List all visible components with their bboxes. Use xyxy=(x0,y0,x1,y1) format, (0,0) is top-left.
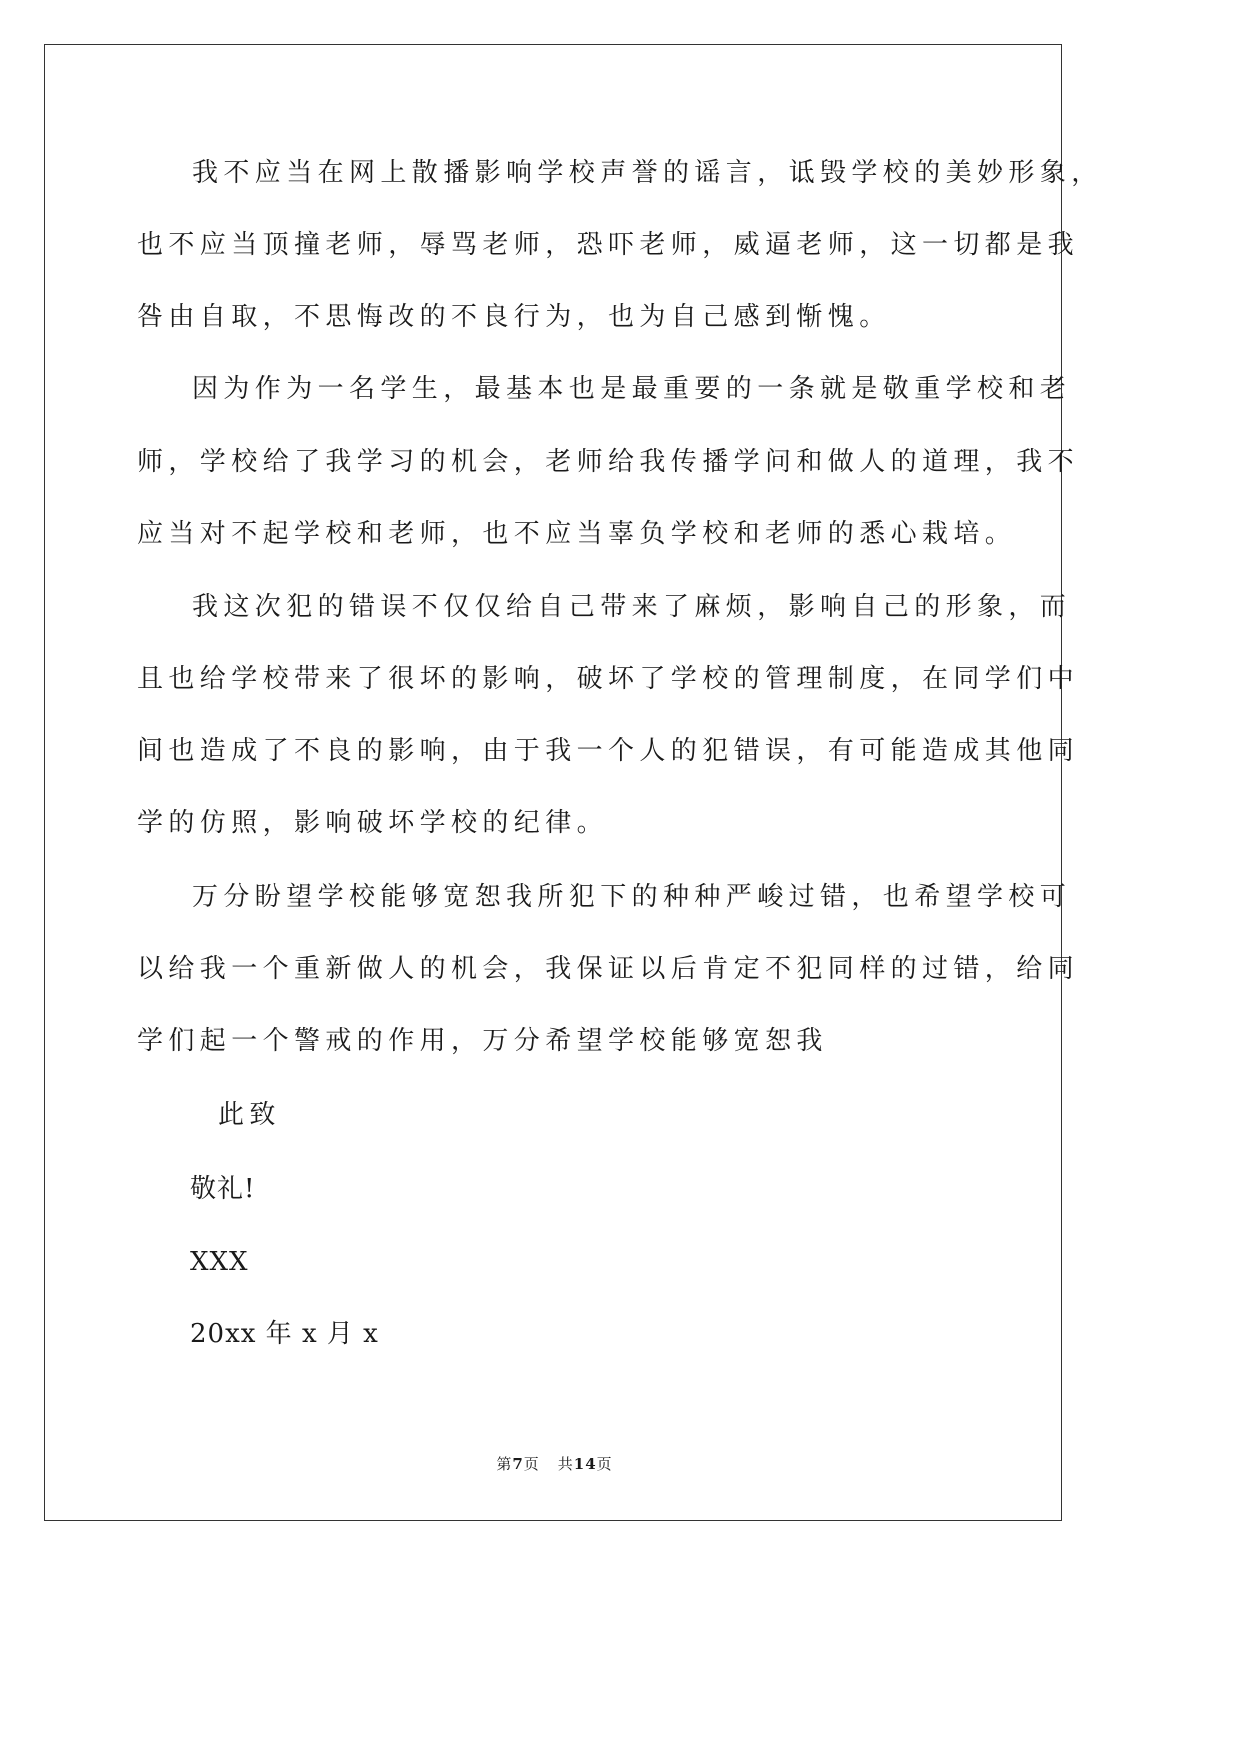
paragraph-3-line-4: 学的仿照，影响破坏学校的纪律。 xyxy=(137,808,609,838)
paragraph-3-line-1: 我这次犯的错误不仅仅给自己带来了麻烦，影响自己的形象，而 xyxy=(192,592,1072,622)
signature-text: XXX xyxy=(190,1247,249,1277)
salute-text: 敬礼! xyxy=(190,1174,256,1204)
page-total xyxy=(558,1455,613,1473)
page-total-number: 14 xyxy=(573,1455,597,1473)
page-number xyxy=(496,1455,539,1473)
page-suffix: 页 xyxy=(523,1455,540,1473)
paragraph-2-line-3: 应当对不起学校和老师，也不应当辜负学校和老师的悉心栽培。 xyxy=(137,519,1017,549)
page-current: 7 xyxy=(512,1455,524,1473)
paragraph-4-line-2: 以给我一个重新做人的机会，我保证以后肯定不犯同样的过错，给同 xyxy=(137,954,1080,984)
paragraph-1-line-3: 咎由自取，不思悔改的不良行为，也为自己感到惭愧。 xyxy=(137,302,891,332)
page-prefix: 第 xyxy=(496,1455,513,1473)
page-footer xyxy=(0,1455,1109,1473)
total-prefix: 共 xyxy=(557,1455,574,1473)
paragraph-1-line-2: 也不应当顶撞老师，辱骂老师，恐吓老师，威逼老师，这一切都是我 xyxy=(137,230,1080,260)
paragraph-1-line-1: 我不应当在网上散播影响学校声誉的谣言，诋毁学校的美妙形象， xyxy=(192,158,1103,188)
date-text: 20xx 年 x 月 x xyxy=(190,1319,379,1349)
paragraph-4-line-1: 万分盼望学校能够宽恕我所犯下的种种严峻过错，也希望学校可 xyxy=(192,882,1072,912)
closing-text: 此致 xyxy=(218,1100,281,1130)
page-frame xyxy=(44,44,1062,1521)
paragraph-3-line-3: 间也造成了不良的影响，由于我一个人的犯错误，有可能造成其他同 xyxy=(137,736,1080,766)
total-suffix: 页 xyxy=(596,1455,613,1473)
paragraph-2-line-1: 因为作为一名学生，最基本也是最重要的一条就是敬重学校和老 xyxy=(192,374,1072,404)
paragraph-3-line-2: 且也给学校带来了很坏的影响，破坏了学校的管理制度，在同学们中 xyxy=(137,664,1080,694)
paragraph-2-line-2: 师，学校给了我学习的机会，老师给我传播学问和做人的道理，我不 xyxy=(137,447,1080,477)
paragraph-4-line-3: 学们起一个警戒的作用，万分希望学校能够宽恕我 xyxy=(137,1026,828,1056)
